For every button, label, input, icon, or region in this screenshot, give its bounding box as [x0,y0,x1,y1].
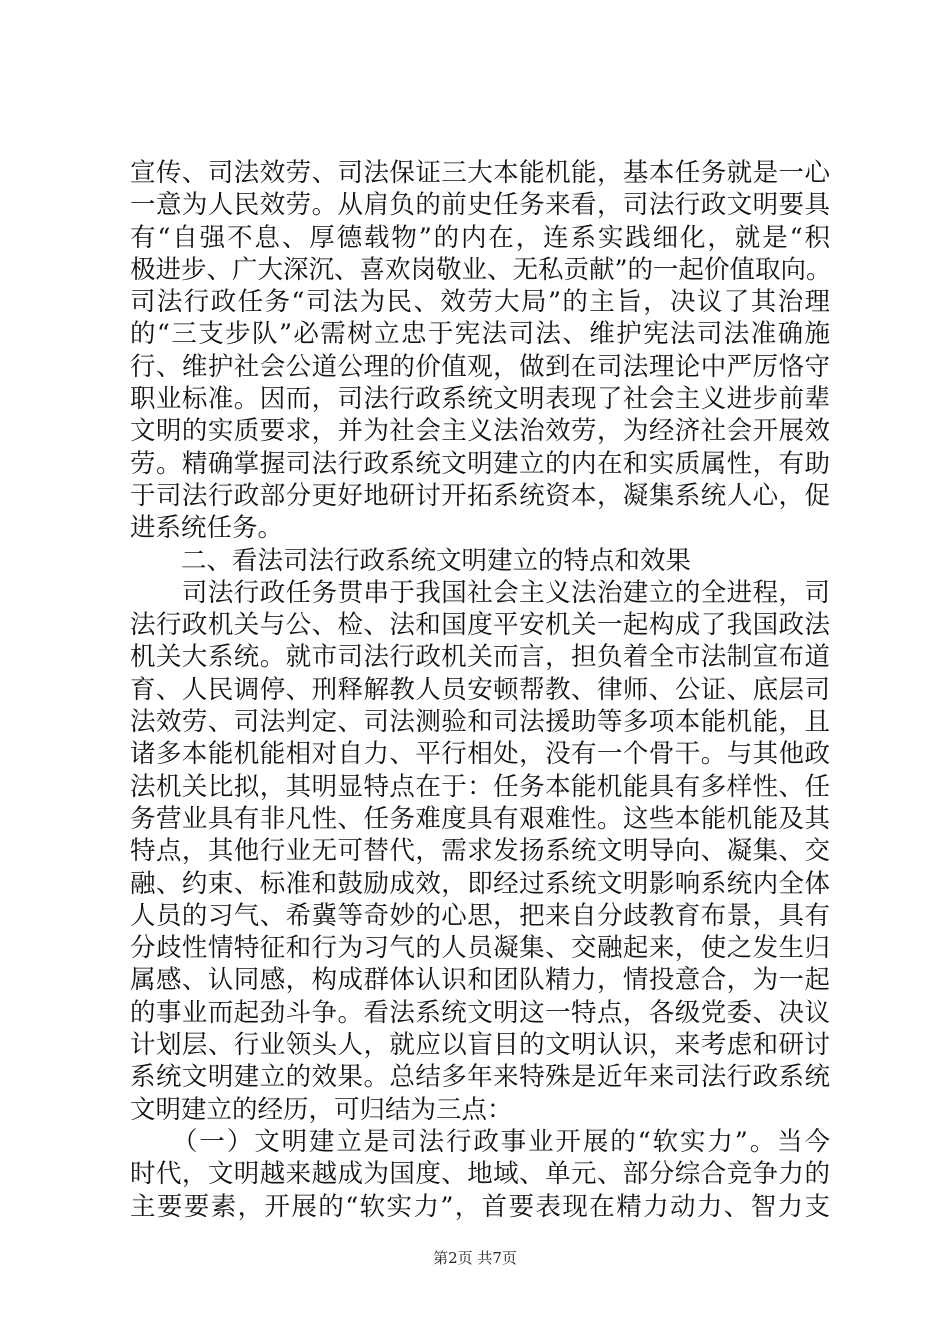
text-line: 文明的实质要求，并为社会主义法治效劳，为经济社会开展效 [130,416,830,447]
text-line: 特点，其他行业无可替代，需求发扬系统文明导向、凝集、交 [130,836,830,867]
text-line: 行、维护社会公道公理的价值观，做到在司法理论中严厉恪守 [130,351,830,382]
text-line: 务营业具有非凡性、任务难度具有艰难性。这些本能机能及其 [130,803,830,834]
text-line: 融、约束、标准和鼓励成效，即经过系统文明影响系统内全体 [130,868,830,899]
text-line: 文明建立的经历，可归结为三点： [130,1094,513,1125]
text-line: 有“自强不息、厚德载物”的内在，连系实践细化，就是“积 [130,222,830,253]
text-line: 二、看法司法行政系统文明建立的特点和效果 [130,545,692,576]
text-line: 法机关比拟，其明显特点在于：任务本能机能具有多样性、任 [130,771,830,802]
text-line: 时代，文明越来越成为国度、地域、单元、部分综合竞争力的 [130,1159,830,1190]
text-line: 一意为人民效劳。从肩负的前史任务来看，司法行政文明要具 [130,190,830,221]
text-line: （一）文明建立是司法行政事业开展的“软实力”。当今 [130,1126,830,1157]
text-line: 计划层、行业领头人，就应以盲目的文明认识，来考虑和研讨 [130,1030,830,1061]
text-line: 宣传、司法效劳、司法保证三大本能机能，基本任务就是一心 [130,158,830,188]
text-line: 分歧性情特征和行为习气的人员凝集、交融起来，使之发生归 [130,933,830,964]
text-line: 法行政机关与公、检、法和国度平安机关一起构成了我国政法 [130,610,830,641]
text-line: 于司法行政部分更好地研讨开拓系统资本，凝集系统人心，促 [130,480,830,511]
text-line: 主要要素，开展的“软实力”，首要表现在精力动力、智力支 [130,1191,830,1222]
text-line: 极进步、广大深沉、喜欢岗敬业、无私贡献”的一起价值取向。 [130,254,832,285]
text-line: 机关大系统。就市司法行政机关而言，担负着全市法制宣布道 [130,642,830,673]
document-body [130,157,830,1223]
text-line: 进系统任务。 [130,513,284,544]
text-line: 法效劳、司法判定、司法测验和司法援助等多项本能机能，且 [130,707,830,738]
text-line: 诸多本能机能相对自力、平行相处，没有一个骨干。与其他政 [130,739,830,770]
page-footer: 第2页 共7页 [433,1249,517,1267]
text-line: 司法行政任务贯串于我国社会主义法治建立的全进程，司 [130,577,830,608]
text-line: 属感、认同感，构成群体认识和团队精力，情投意合，为一起 [130,965,830,996]
text-line: 职业标准。因而，司法行政系统文明表现了社会主义进步前辈 [130,384,830,415]
text-line: 的“三支步队”必需树立忠于宪法司法、维护宪法司法准确施 [130,319,830,350]
text-line: 司法行政任务“司法为民、效劳大局”的主旨，决议了其治理 [130,287,830,318]
text-line: 育、人民调停、刑释解教人员安顿帮教、律师、公证、底层司 [130,674,830,705]
text-line: 劳。精确掌握司法行政系统文明建立的内在和实质属性，有助 [130,448,830,479]
text-line: 人员的习气、希冀等奇妙的心思，把来自分歧教育布景，具有 [130,900,830,931]
text-line: 系统文明建立的效果。总结多年来特殊是近年来司法行政系统 [130,1062,830,1093]
text-line: 的事业而起劲斗争。看法系统文明这一特点，各级党委、决议 [130,997,830,1028]
